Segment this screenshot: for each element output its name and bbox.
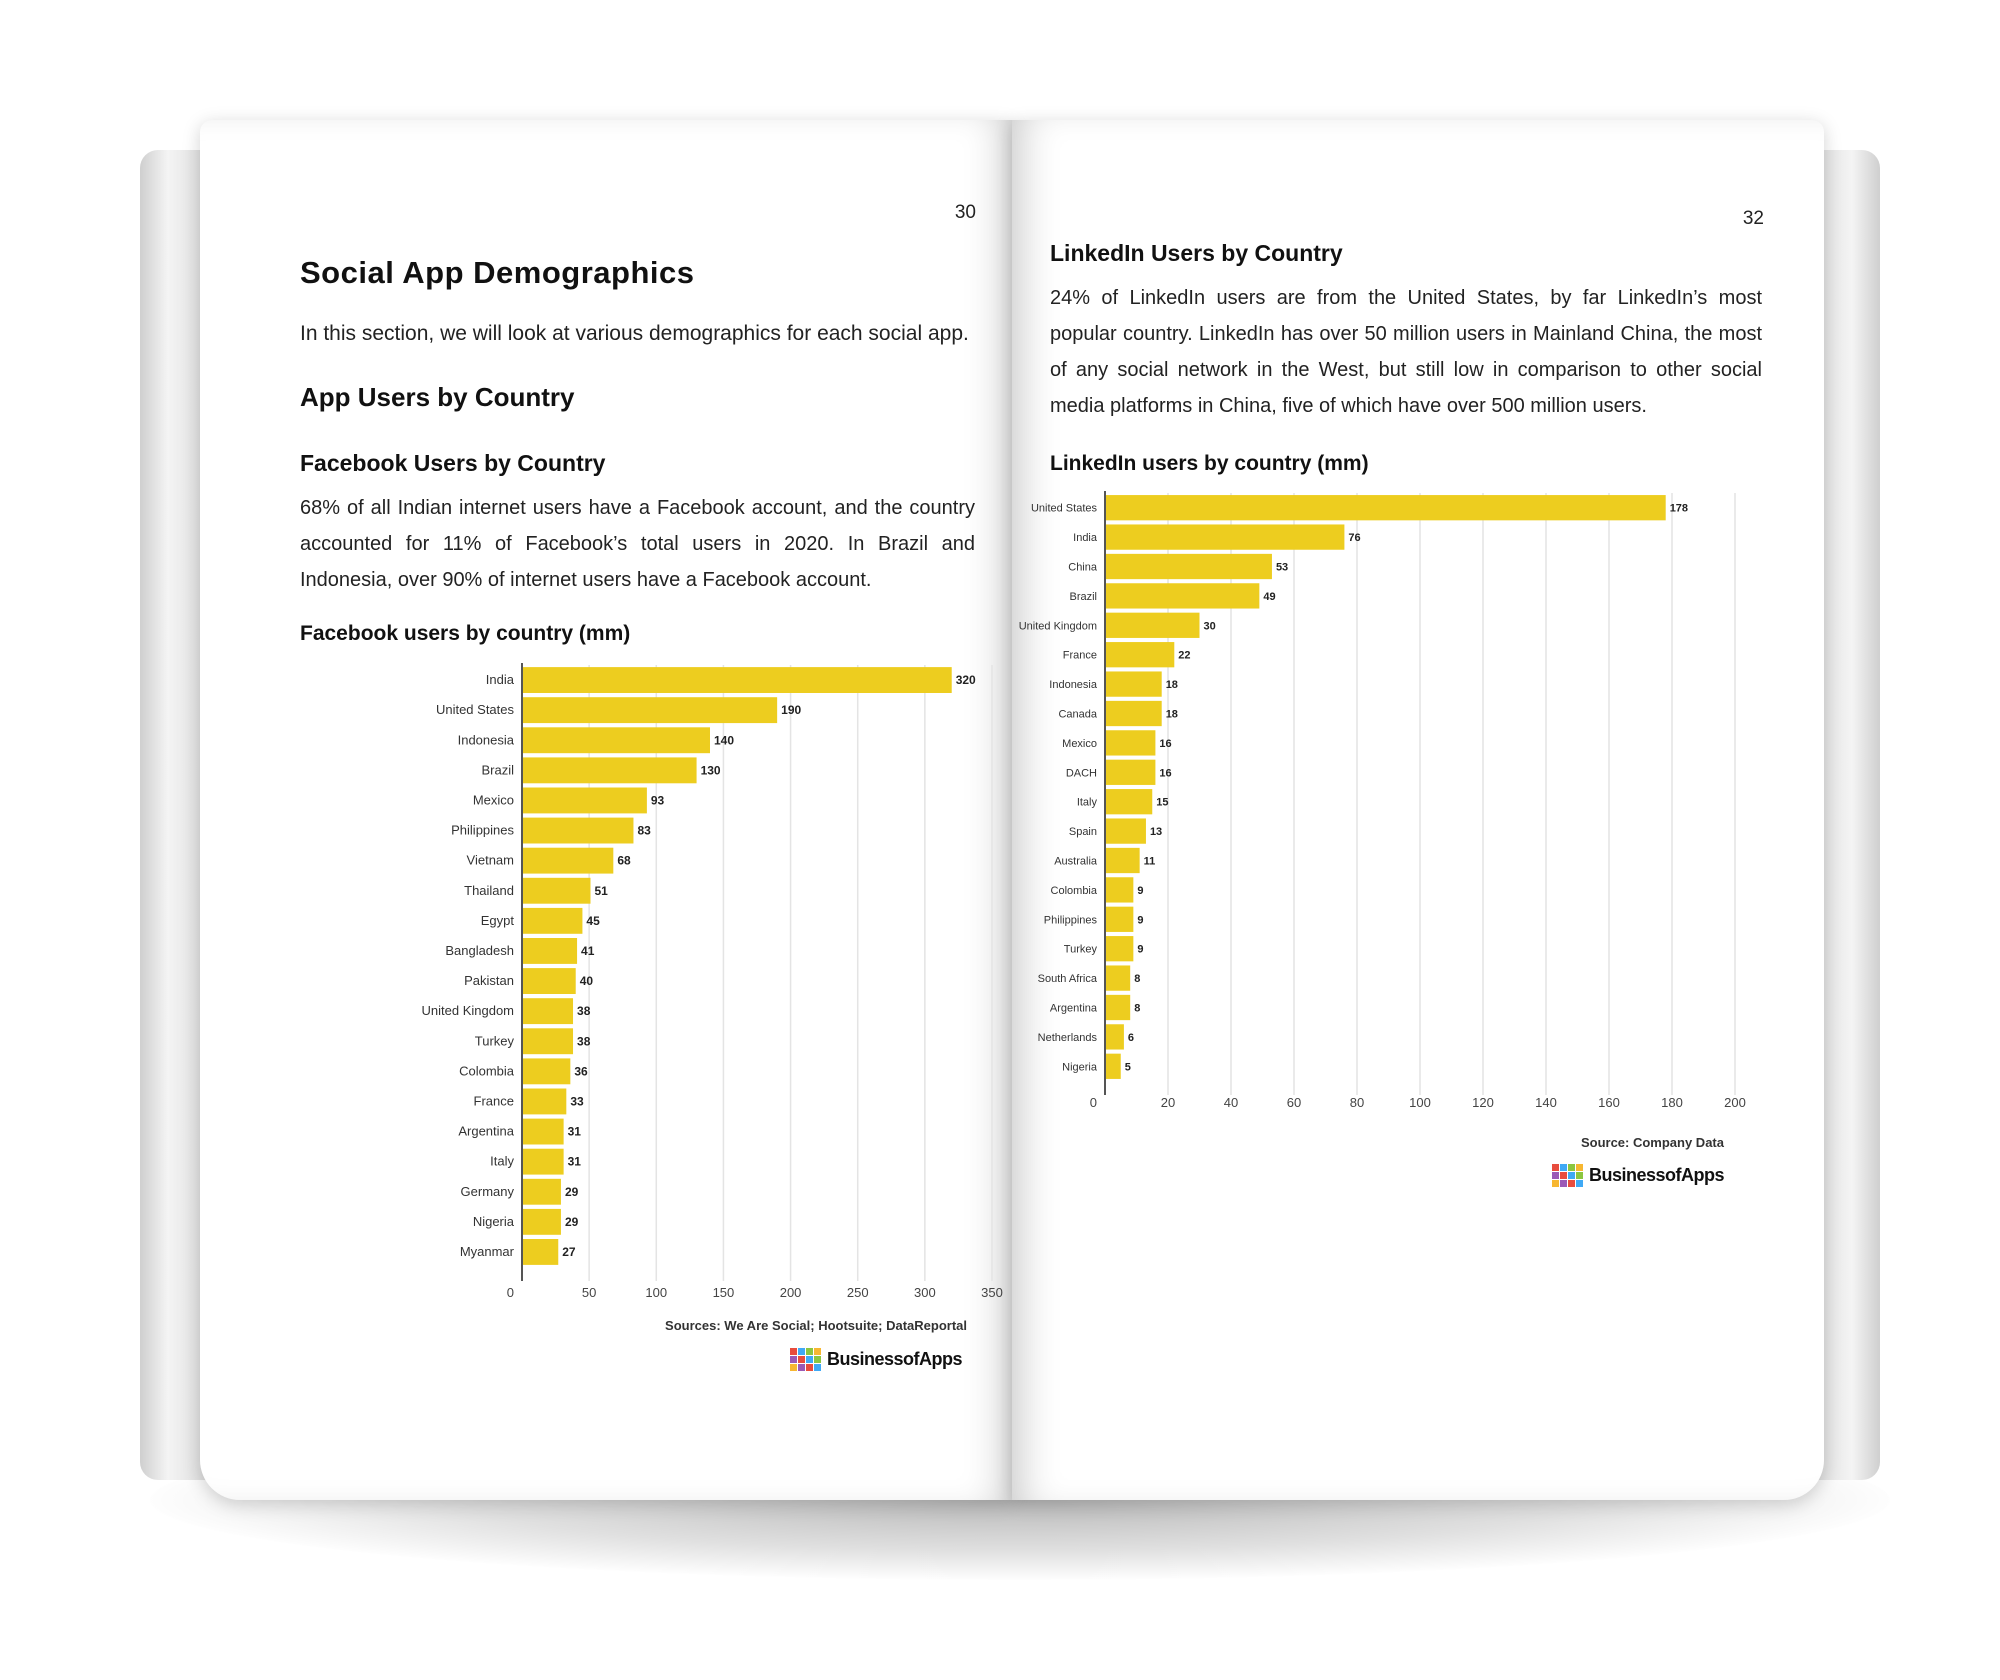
x-tick-label: 0 [506,1285,514,1300]
bar [523,1209,561,1235]
businessofapps-logo [1552,1164,1724,1187]
category-label: Philippines [1043,914,1097,927]
data-label: 31 [567,1124,581,1139]
right-page [1012,120,1824,1500]
data-label: 38 [577,1034,591,1049]
x-tick-label: 80 [1349,1095,1365,1110]
category-label: United States [1030,502,1097,515]
bar [523,667,952,693]
category-label: France [1062,649,1097,662]
category-label: Brazil [1069,590,1097,603]
category-label: Italy [1076,796,1097,809]
category-label: Turkey [474,1033,514,1049]
subsection-heading: LinkedIn Users by Country [1050,240,1343,266]
x-tick-label: 350 [981,1285,1003,1300]
data-label: 9 [1137,943,1144,956]
bar [1106,701,1162,726]
bar [1106,524,1344,549]
x-tick-label: 250 [846,1285,869,1300]
page-number: 32 [1742,208,1764,229]
bar [523,1149,564,1175]
data-label: 30 [1203,620,1216,633]
category-label: Nigeria [1062,1061,1097,1074]
category-label: Indonesia [1049,679,1097,692]
bar [523,757,697,783]
x-tick-label: 20 [1160,1095,1176,1110]
category-label: Turkey [1063,943,1097,956]
bar [523,908,582,934]
category-label: Egypt [480,912,514,928]
data-label: 140 [714,733,735,748]
category-label: Thailand [464,882,514,898]
category-label: Indonesia [457,732,514,748]
category-label: Colombia [1050,884,1097,897]
data-label: 51 [594,883,608,898]
section-heading: App Users by Country [300,382,575,412]
x-tick-label: 0 [1089,1095,1097,1110]
category-label: Philippines [451,822,514,838]
bar [523,1089,566,1115]
bar [1106,671,1162,696]
bar [1106,1024,1124,1049]
bar [1106,936,1133,961]
data-label: 76 [1348,532,1361,545]
bar [523,1239,558,1265]
body-paragraph: 24% of LinkedIn users are from the United States, by far LinkedIn’s most popular country. LinkedIn has over 50 million users in Mainland China, the most of any social network in the West, but still low in comparison to other social media platforms in China, five of which have over 500 million users. [1050,287,1762,417]
category-label: Germany [460,1183,514,1199]
category-label: Italy [490,1153,514,1169]
category-label: Australia [1054,855,1097,868]
data-label: 18 [1165,679,1178,692]
category-label: Argentina [458,1123,514,1139]
bar [523,1058,570,1084]
data-label: 130 [700,763,721,778]
data-label: 16 [1159,737,1172,750]
bar [523,968,576,994]
bar [1106,760,1155,785]
logo-text: BusinessofApps [1588,1165,1724,1185]
bar [523,848,613,874]
body-paragraph: 68% of all Indian internet users have a Facebook account, and the country accounted for 11% of Facebook’s total users in 2020. In Brazil and Indonesia, over 90% of internet users have a Facebook account. [300,497,975,591]
chart-source: Source: Company Data [1580,1135,1724,1150]
category-label: Nigeria [472,1213,514,1229]
x-tick-label: 120 [1472,1095,1494,1110]
data-label: 49 [1263,590,1276,603]
bar [1106,613,1200,638]
bar [1106,554,1272,579]
data-label: 53 [1275,561,1289,574]
bar [523,878,590,904]
logo-text: BusinessofApps [826,1349,962,1369]
category-label: France [473,1093,514,1109]
data-label: 9 [1137,914,1144,927]
data-label: 83 [637,823,651,838]
bar [523,727,710,753]
x-tick-label: 140 [1535,1095,1557,1110]
x-tick-label: 60 [1286,1095,1302,1110]
data-label: 18 [1165,708,1178,721]
businessofapps-logo [790,1348,962,1371]
data-label: 22 [1178,649,1191,662]
category-label: Bangladesh [445,942,514,958]
data-label: 68 [617,853,631,868]
data-label: 8 [1134,973,1141,986]
bar [1106,730,1155,755]
bar [1106,877,1133,902]
category-label: Brazil [481,762,514,778]
data-label: 45 [586,913,600,928]
data-label: 31 [567,1154,581,1169]
bar [1106,848,1140,873]
data-label: 9 [1137,884,1144,897]
data-label: 190 [781,703,802,718]
data-label: 38 [577,1004,591,1019]
x-tick-label: 150 [712,1285,735,1300]
linkedin-bar-chart [1018,485,1787,1125]
category-label: United States [435,702,514,718]
bar [1106,907,1133,932]
data-label: 11 [1143,855,1156,868]
bar [523,818,633,844]
data-label: 40 [579,974,594,989]
chart-title: Facebook users by country (mm) [300,622,631,645]
x-tick-label: 160 [1598,1095,1620,1110]
bar [523,1179,561,1205]
category-label: Vietnam [466,852,514,868]
x-tick-label: 100 [1409,1095,1431,1110]
category-label: United Kingdom [1018,620,1097,633]
data-label: 93 [650,793,665,808]
data-label: 33 [570,1094,584,1109]
bar [523,938,577,964]
bar [523,697,777,723]
bar [1106,965,1130,990]
x-tick-label: 200 [779,1285,802,1300]
category-label: China [1068,561,1097,574]
bar [523,1119,564,1145]
logo-mark-icon [1552,1164,1583,1187]
category-label: United Kingdom [421,1003,514,1019]
chart-source: Sources: We Are Social; Hootsuite; DataReportal [665,1318,967,1333]
category-label: Netherlands [1037,1031,1097,1044]
category-label: Argentina [1049,1002,1097,1015]
logo-mark-icon [790,1348,821,1371]
category-label: Mexico [472,792,514,808]
data-label: 8 [1134,1002,1141,1015]
bar [523,1028,573,1054]
facebook-bar-chart [280,655,1003,1315]
data-label: 29 [564,1184,579,1199]
bar [1106,789,1152,814]
data-label: 36 [574,1064,588,1079]
data-label: 6 [1127,1031,1135,1044]
category-label: Colombia [459,1063,514,1079]
data-label: 27 [562,1244,576,1259]
intro-text: In this section, we will look at various demographics for each social app. [300,322,969,345]
category-label: Spain [1068,826,1097,839]
data-label: 15 [1156,796,1169,809]
x-tick-label: 200 [1724,1095,1746,1110]
data-label: 29 [564,1214,579,1229]
x-tick-label: 180 [1661,1095,1683,1110]
data-label: 5 [1124,1061,1131,1074]
subsection-heading: Facebook Users by Country [300,450,606,476]
bar [1106,1054,1121,1079]
x-tick-label: 100 [645,1285,668,1300]
category-label: Canada [1058,708,1097,721]
category-label: India [1073,532,1097,545]
data-label: 41 [581,943,595,958]
bar [1106,642,1174,667]
category-label: Myanmar [459,1243,514,1259]
x-tick-label: 40 [1223,1095,1239,1110]
data-label: 178 [1669,502,1689,515]
page-number: 30 [954,202,976,223]
data-label: 16 [1159,767,1172,780]
category-label: DACH [1065,767,1097,780]
category-label: Pakistan [464,973,514,989]
x-tick-label: 50 [581,1285,597,1300]
data-label: 320 [955,673,976,688]
bar [523,788,647,814]
category-label: Mexico [1062,737,1097,750]
x-tick-label: 300 [914,1285,936,1300]
category-label: India [485,672,514,688]
bar [1106,495,1666,520]
bar [1106,818,1146,843]
data-label: 13 [1149,826,1163,839]
left-page [200,120,1012,1500]
chart-title: LinkedIn users by country (mm) [1050,452,1369,475]
category-label: South Africa [1037,973,1097,986]
bar [1106,995,1130,1020]
bar [1106,583,1259,608]
bar [523,998,573,1024]
page-title: Social App Demographics [300,255,695,290]
